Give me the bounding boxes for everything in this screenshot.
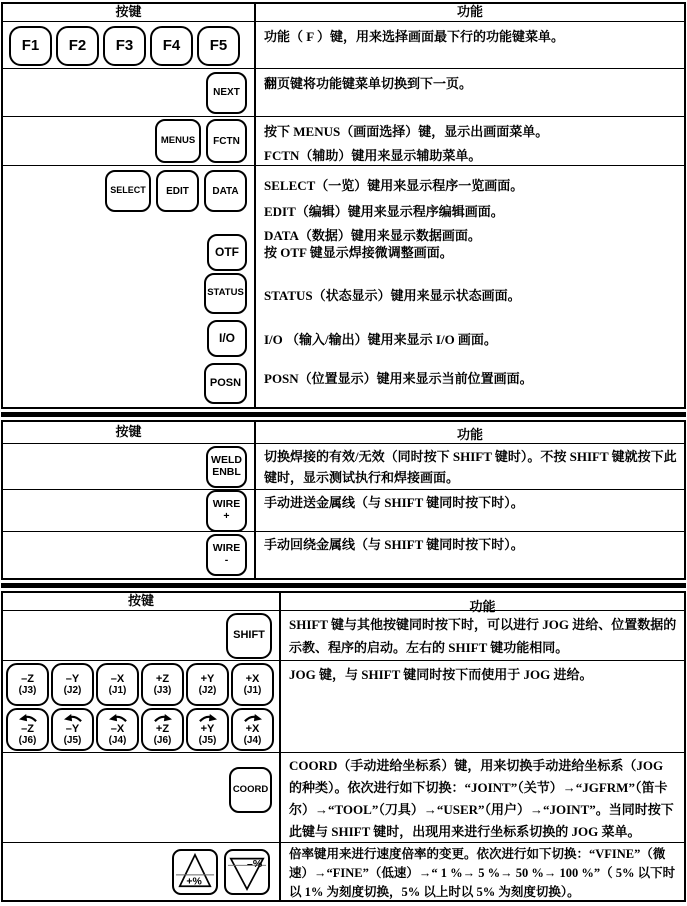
- jog-key-rot-minus-z-j6: –Z (J6): [6, 708, 49, 751]
- shift-row: [3, 611, 684, 661]
- menus-fctn-row: [3, 117, 684, 166]
- shift-key: SHIFT: [226, 613, 272, 659]
- wire-plus-description: 手动进送金属线（与 SHIFT 键同时按下时）。: [264, 495, 524, 510]
- f2-key: F2: [56, 26, 99, 66]
- svg-text:–%: –%: [247, 858, 263, 870]
- svg-text:+%: +%: [186, 875, 202, 887]
- io-key: I/O: [207, 320, 247, 357]
- table3-header: [3, 593, 684, 614]
- table3-header-keys: 按键: [3, 593, 281, 610]
- wire-plus-cell: [3, 490, 256, 531]
- table1-header: [3, 4, 684, 22]
- jog-key-rot-minus-y-j5: –Y (J5): [51, 708, 94, 751]
- down-triangle-icon: [227, 852, 267, 892]
- cw-arrow-icon: [153, 714, 173, 723]
- jog-keys-cell: [3, 661, 281, 752]
- screen-keys-row: [3, 166, 684, 407]
- ccw-arrow-icon: [18, 714, 38, 723]
- select-edit-data-group: [105, 170, 247, 212]
- shift-description: SHIFT 键与其他按键同时按下时，可以进行 JOG 进给、位置数据的示教、程序的启动。左右的 SHIFT 键功能相同。: [289, 617, 677, 655]
- next-key: NEXT: [206, 72, 247, 114]
- table2-header-function: 功能: [456, 427, 483, 442]
- jog-row: [3, 661, 684, 753]
- f-keys-description: 功能（ F ）键，用来选择画面最下行的功能键菜单。: [264, 29, 564, 44]
- f-keys-cell: [3, 22, 256, 68]
- next-key-row: [3, 69, 684, 117]
- screen-keys-description: [256, 166, 684, 407]
- fctn-key: FCTN: [206, 119, 247, 163]
- function-keys-table: [1, 2, 686, 409]
- jog-key-rot-minus-x-j4: –X (J4): [96, 708, 139, 751]
- menus-description-line: 按下 MENUS（画面选择）键，显示出画面菜单。: [264, 124, 549, 139]
- jog-key-plus-z-j3: +Z (J3): [141, 663, 184, 706]
- menus-fctn-cell: [3, 117, 256, 165]
- otf-description: 按 OTF 键显示焊接微调整画面。: [264, 245, 453, 260]
- f4-key: F4: [150, 26, 193, 66]
- jog-key-rot-plus-z-j6: +Z (J6): [141, 708, 184, 751]
- wire-minus-row: [3, 532, 684, 578]
- table3-header-function: 功能: [469, 599, 496, 614]
- override-down-key: [224, 849, 270, 895]
- select-description: SELECT（一览）键用来显示程序一览画面。: [264, 178, 524, 193]
- select-key: SELECT: [105, 170, 151, 212]
- next-key-cell: [3, 69, 256, 116]
- otf-key: OTF: [207, 234, 247, 271]
- override-description: 倍率键用来进行速度倍率的变更。依次进行如下切换：“VFINE”（微速）→“FINE”（低速）→“ 1 %→ 5 %→ 50 %→ 100 %”（ 5% 以下时以 1% 为刻度切换，5% 以上时以 5% 为刻度切换）。: [289, 847, 676, 899]
- next-key-description: 翻页键将功能键菜单切换到下一页。: [264, 76, 473, 91]
- table-separator: [1, 583, 686, 588]
- edit-key: EDIT: [156, 170, 199, 212]
- screen-keys-cell: [3, 166, 256, 407]
- table2-header: [3, 422, 684, 444]
- coord-key: COORD: [229, 767, 272, 813]
- wire-plus-key-line1: WIRE: [212, 497, 241, 510]
- data-key: DATA: [204, 170, 247, 212]
- fctn-description-line: FCTN（辅助）键用来显示辅助菜单。: [264, 148, 482, 163]
- override-up-key: [172, 849, 218, 895]
- override-cell: [3, 843, 281, 900]
- jog-key-plus-y-j2: +Y (J2): [186, 663, 229, 706]
- up-triangle-icon: [175, 852, 215, 892]
- menus-fctn-description: [256, 117, 684, 165]
- table-separator: [1, 412, 686, 417]
- wire-plus-key-line2: +: [223, 509, 230, 522]
- f3-key: F3: [103, 26, 146, 66]
- jog-rotation-keys-group: [6, 708, 279, 751]
- wire-plus-key: [206, 490, 247, 532]
- io-description: I/O （输入/输出）键用来显示 I/O 画面。: [264, 332, 497, 347]
- wire-minus-cell: [3, 532, 256, 578]
- cw-arrow-icon: [243, 714, 263, 723]
- coord-description: COORD（手动进给坐标系）键，用来切换手动进给坐标系（JOG 的种类）。依次进行如下切换：“JOINT”（关节）→“JGFRM”（笛卡尔）→“TOOL”（刀具）→“USER”（用户）→“JOINT”。当同时按下此键与 SHIFT 键时，出现用来进行坐标系切换的 JOG 菜单。: [289, 758, 674, 839]
- jog-key-minus-z-j3: –Z (J3): [6, 663, 49, 706]
- table2-header-keys: 按键: [3, 422, 256, 443]
- override-row: [3, 843, 684, 900]
- weld-enbl-cell: [3, 444, 256, 489]
- coord-row: [3, 753, 684, 843]
- wire-plus-row: [3, 490, 684, 532]
- cw-arrow-icon: [198, 714, 218, 723]
- status-description: STATUS（状态显示）键用来显示状态画面。: [264, 288, 521, 303]
- jog-key-rot-plus-x-j4: +X (J4): [231, 708, 274, 751]
- status-key: STATUS: [204, 273, 247, 314]
- edit-description: EDIT（编辑）键用来显示程序编辑画面。: [264, 204, 504, 219]
- weld-enbl-row: [3, 444, 684, 490]
- jog-key-minus-x-j1: –X (J1): [96, 663, 139, 706]
- jog-description: JOG 键，与 SHIFT 键同时按下而使用于 JOG 进给。: [289, 667, 593, 682]
- welding-keys-table: [1, 420, 686, 580]
- f-keys-row: [3, 22, 684, 69]
- jog-keys-table: [1, 591, 686, 902]
- weld-enbl-key-line2: ENBL: [212, 465, 241, 478]
- posn-key: POSN: [204, 363, 247, 404]
- table1-header-keys: 按键: [3, 4, 256, 21]
- f5-key: F5: [197, 26, 240, 66]
- weld-enbl-key-line1: WELD: [211, 453, 242, 466]
- weld-enbl-key: [206, 446, 247, 488]
- wire-minus-key-line2: -: [224, 554, 229, 566]
- f1-key: F1: [9, 26, 52, 66]
- wire-minus-key: [206, 534, 247, 576]
- coord-cell: [3, 753, 281, 842]
- weld-enbl-description: 切换焊接的有效/无效（同时按下 SHIFT 键时）。不按 SHIFT 键就按下此键时，显示测试执行和焊接画面。: [264, 449, 677, 485]
- jog-key-plus-x-j1: +X (J1): [231, 663, 274, 706]
- posn-description: POSN（位置显示）键用来显示当前位置画面。: [264, 371, 533, 386]
- ccw-arrow-icon: [108, 714, 128, 723]
- ccw-arrow-icon: [63, 714, 83, 723]
- jog-linear-keys-group: [6, 663, 279, 706]
- wire-minus-description: 手动回绕金属线（与 SHIFT 键同时按下时）。: [264, 537, 524, 552]
- jog-key-rot-plus-y-j5: +Y (J5): [186, 708, 229, 751]
- shift-cell: [3, 611, 281, 660]
- jog-key-minus-y-j2: –Y (J2): [51, 663, 94, 706]
- wire-minus-key-line1: WIRE: [212, 542, 241, 555]
- table1-header-function: 功能: [456, 4, 483, 19]
- menus-key: MENUS: [155, 119, 201, 163]
- data-description: DATA（数据）键用来显示数据画面。: [264, 228, 481, 243]
